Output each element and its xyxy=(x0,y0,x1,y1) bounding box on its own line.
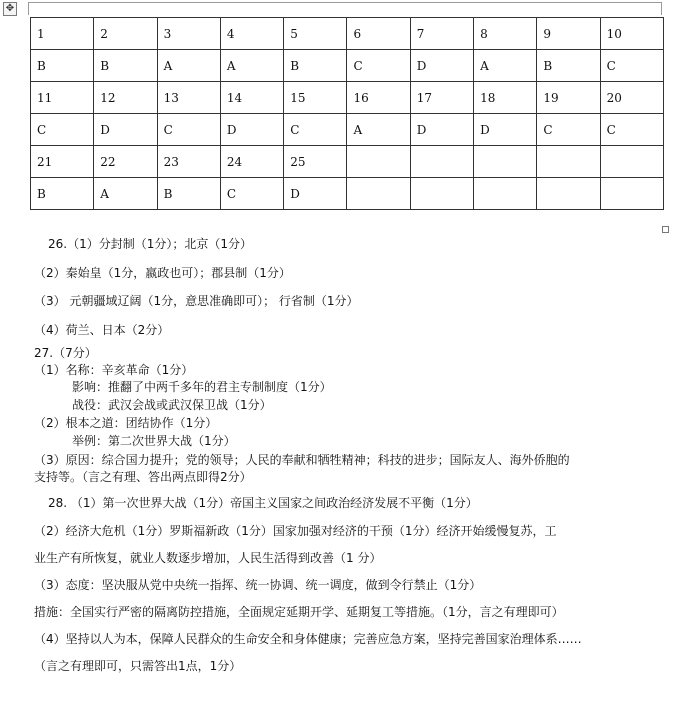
table-cell: D xyxy=(284,178,347,210)
table-cell: 13 xyxy=(157,82,220,114)
table-cell: 25 xyxy=(284,146,347,178)
q27-part2-example: 举例：第二次世界大战（1分） xyxy=(72,434,236,448)
table-cell: C xyxy=(284,114,347,146)
table-cell: 10 xyxy=(600,18,663,50)
table-cell: 21 xyxy=(31,146,94,178)
table-cell: B xyxy=(94,50,157,82)
table-cell: B xyxy=(537,50,600,82)
table-cell: A xyxy=(347,114,410,146)
table-cell: 17 xyxy=(410,82,473,114)
table-cell: 4 xyxy=(220,18,283,50)
q28-part3-attitude: （3）态度：坚决服从党中央统一指挥、统一协调、统一调度，做到令行禁止（1分） xyxy=(34,578,482,592)
table-cell: 24 xyxy=(220,146,283,178)
table-cell: 15 xyxy=(284,82,347,114)
table-cell: 20 xyxy=(600,82,663,114)
table-cell: A xyxy=(157,50,220,82)
q27-header: 27.（7分） xyxy=(34,346,97,360)
table-move-handle-icon[interactable]: ✥ xyxy=(3,2,17,16)
table-cell: 12 xyxy=(94,82,157,114)
table-cell: D xyxy=(410,114,473,146)
table-cell: D xyxy=(410,50,473,82)
table-cell: C xyxy=(347,50,410,82)
table-cell: C xyxy=(220,178,283,210)
q28-part2: （2）经济大危机（1分）罗斯福新政（1分）国家加强对经济的干预（1分）经济开始缓慢复苏，工 xyxy=(34,524,557,538)
q28-part1: 28. （1）第一次世界大战（1分）帝国主义国家之间政治经济发展不平衡（1分） xyxy=(48,496,478,510)
table-cell: 5 xyxy=(284,18,347,50)
table-cell: A xyxy=(474,50,537,82)
q26-part3: （3） 元朝疆域辽阔（1分，意思准确即可）； 行省制（1分） xyxy=(34,294,359,308)
table-cell: D xyxy=(220,114,283,146)
table-cell: 9 xyxy=(537,18,600,50)
q27-part3-reason-cont: 支持等。（言之有理、答出两点即得2分） xyxy=(34,470,252,484)
table-cell: 11 xyxy=(31,82,94,114)
table-cell: C xyxy=(157,114,220,146)
table-cell: B xyxy=(31,50,94,82)
table-cell: C xyxy=(31,114,94,146)
table-cell: A xyxy=(94,178,157,210)
table-cell: B xyxy=(157,178,220,210)
table-cell: D xyxy=(94,114,157,146)
table-cell: A xyxy=(220,50,283,82)
table-cell: 18 xyxy=(474,82,537,114)
q27-part2-root: （2）根本之道：团结协作（1分） xyxy=(34,416,218,430)
table-cell: 23 xyxy=(157,146,220,178)
table-cell: B xyxy=(31,178,94,210)
q27-part1-impact: 影响：推翻了中两千多年的君主专制制度（1分） xyxy=(72,380,332,394)
table-cell: 8 xyxy=(474,18,537,50)
table-cell: B xyxy=(284,50,347,82)
table-cell: 6 xyxy=(347,18,410,50)
table-cell: 3 xyxy=(157,18,220,50)
q26-part2: （2）秦始皇（1分，嬴政也可）；郡县制（1分） xyxy=(34,266,291,280)
q28-part4: （4）坚持以人为本，保障人民群众的生命安全和身体健康；完善应急方案，坚持完善国家治理体系…… xyxy=(34,632,582,646)
q28-part4-note: （言之有理即可，只需答出1点，1分） xyxy=(34,659,242,673)
q27-part1-name: （1）名称：辛亥革命（1分） xyxy=(34,363,194,377)
q27-part3-reason: （3）原因：综合国力提升；党的领导；人民的奉献和牺牲精神；科技的进步；国际友人、海外侨胞的 xyxy=(34,453,570,467)
table-cell: 22 xyxy=(94,146,157,178)
table-cell: 14 xyxy=(220,82,283,114)
q26-part4: （4）荷兰、日本（2分） xyxy=(34,323,170,337)
table-cell: 16 xyxy=(347,82,410,114)
table-cell: C xyxy=(600,50,663,82)
table-cell: 1 xyxy=(31,18,94,50)
q28-part2-cont: 业生产有所恢复，就业人数逐步增加，人民生活得到改善（1 分） xyxy=(34,551,382,565)
table-cell: 7 xyxy=(410,18,473,50)
table-cell: 19 xyxy=(537,82,600,114)
q28-part3-measures: 措施：全国实行严密的隔离防控措施，全面规定延期开学、延期复工等措施。（1分，言之有理即可） xyxy=(34,605,564,619)
table-cell: D xyxy=(474,114,537,146)
table-cell: C xyxy=(537,114,600,146)
q27-part1-battle: 战役：武汉会战或武汉保卫战（1分） xyxy=(72,398,272,412)
table-cell: C xyxy=(600,114,663,146)
table-cell: 2 xyxy=(94,18,157,50)
q26-part1: 26.（1）分封制（1分）；北京（1分） xyxy=(48,237,252,251)
